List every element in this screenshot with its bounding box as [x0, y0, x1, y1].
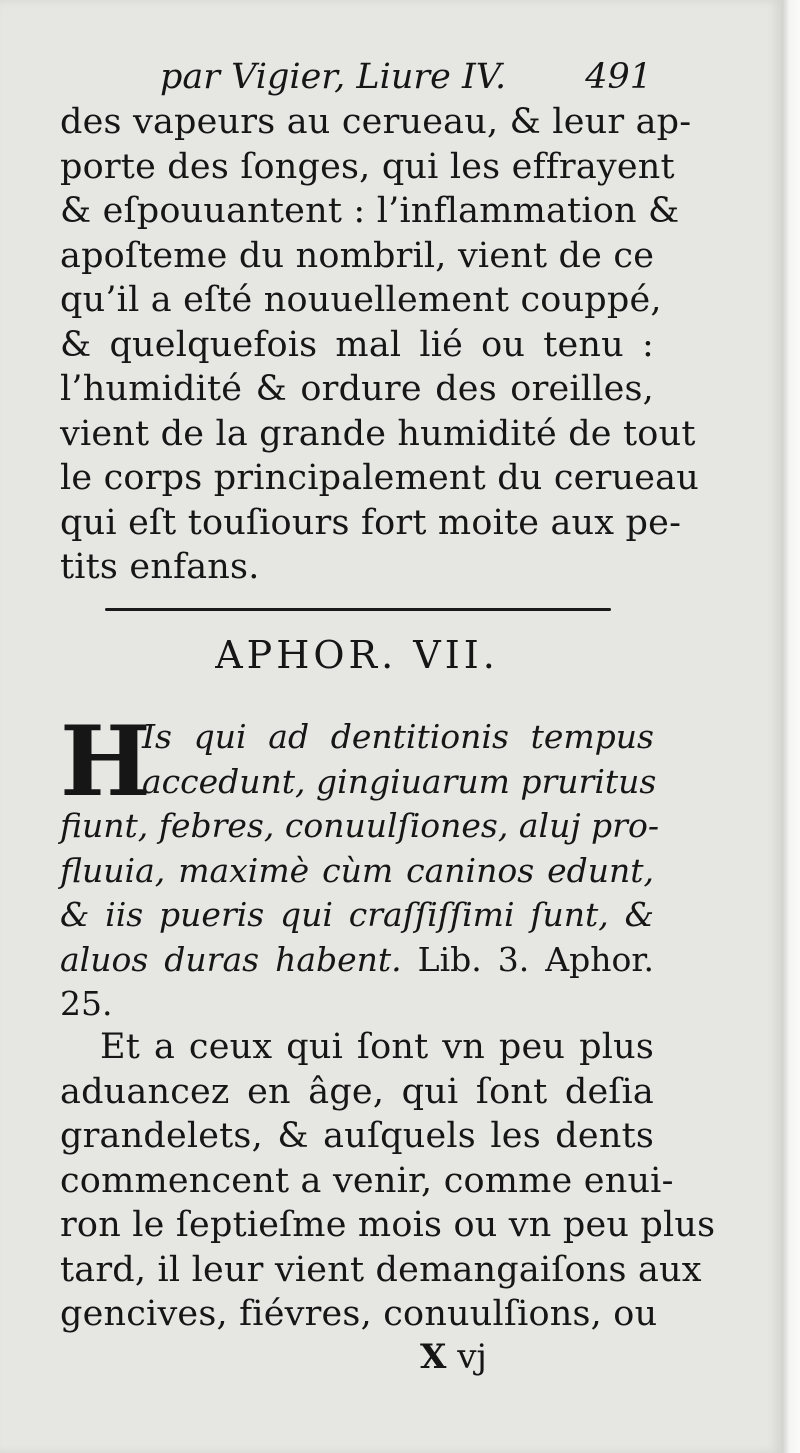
aphorism-block: [60, 705, 659, 1027]
text-line: le corps principalement du cerueau: [60, 458, 699, 498]
text-line: qu’il a eſté nouuellement couppé,: [60, 280, 662, 320]
paragraph-2: [60, 1025, 716, 1337]
section-divider: [105, 608, 611, 611]
aphorism-latin-end: aluos duras habent.: [60, 939, 402, 979]
text-line: Et a ceux qui ſont vn peu plus: [100, 1027, 654, 1067]
aphorism-line: [60, 938, 654, 983]
running-head: [60, 52, 654, 102]
running-head-title: par Vigier, Liure IV.: [160, 57, 507, 97]
paragraph-1: [60, 100, 699, 590]
text-line: tard, il leur vient demangaiſons aux: [60, 1249, 702, 1290]
section-heading: APHOR. VII.: [215, 633, 499, 677]
text-line: commencent a venir, comme enui-: [60, 1160, 674, 1201]
text-line: vient de la grande humidité de tout: [60, 413, 696, 454]
text-line: & eſpouuantent : l’inflammation &: [60, 191, 680, 231]
aphorism-line: fluuia, maximè cùm caninos edunt,: [60, 850, 654, 890]
page-edge: [782, 0, 800, 1453]
page-number: 491: [585, 57, 652, 97]
text-line: tits enfans.: [60, 547, 260, 587]
aphorism-line: fiunt, febres, conuulſiones, aluj pro-: [60, 806, 659, 845]
aphorism-line: accedunt, gingiuarum pruritus: [142, 761, 657, 801]
text-line: aduancez en âge, qui ſont deſia: [60, 1071, 654, 1112]
aphorism-reference-number: 25.: [60, 984, 113, 1023]
aphorism-reference: Lib. 3. Aphor.: [417, 939, 654, 979]
text-line: gencives, fiévres, conuulſions, ou: [60, 1294, 658, 1334]
text-line: qui eſt touſiours fort moite aux pe-: [60, 502, 682, 543]
text-line: l’humidité & ordure des oreilles,: [60, 369, 654, 409]
text-line: des vapeurs au cerueau, & leur ap-: [60, 102, 692, 142]
text-line: grandelets, & auſquels les dents: [60, 1116, 654, 1156]
text-line: ron le ſeptieſme mois ou vn peu plus: [60, 1205, 716, 1245]
text-line: porte des ſonges, qui les effrayent: [60, 146, 675, 187]
drop-cap: H: [60, 705, 151, 818]
signature-mark: [420, 1335, 540, 1379]
aphorism-line: & iis pueris qui craſſiſſimi ſunt, &: [60, 895, 654, 934]
text-line: & quelquefois mal lié ou tenu :: [60, 324, 654, 365]
text-line: apoſteme du nombril, vient de ce: [60, 235, 655, 276]
signature-letter: X: [420, 1337, 447, 1377]
signature-number: vj: [457, 1337, 487, 1377]
aphorism-line: Is qui ad dentitionis tempus: [142, 717, 654, 756]
